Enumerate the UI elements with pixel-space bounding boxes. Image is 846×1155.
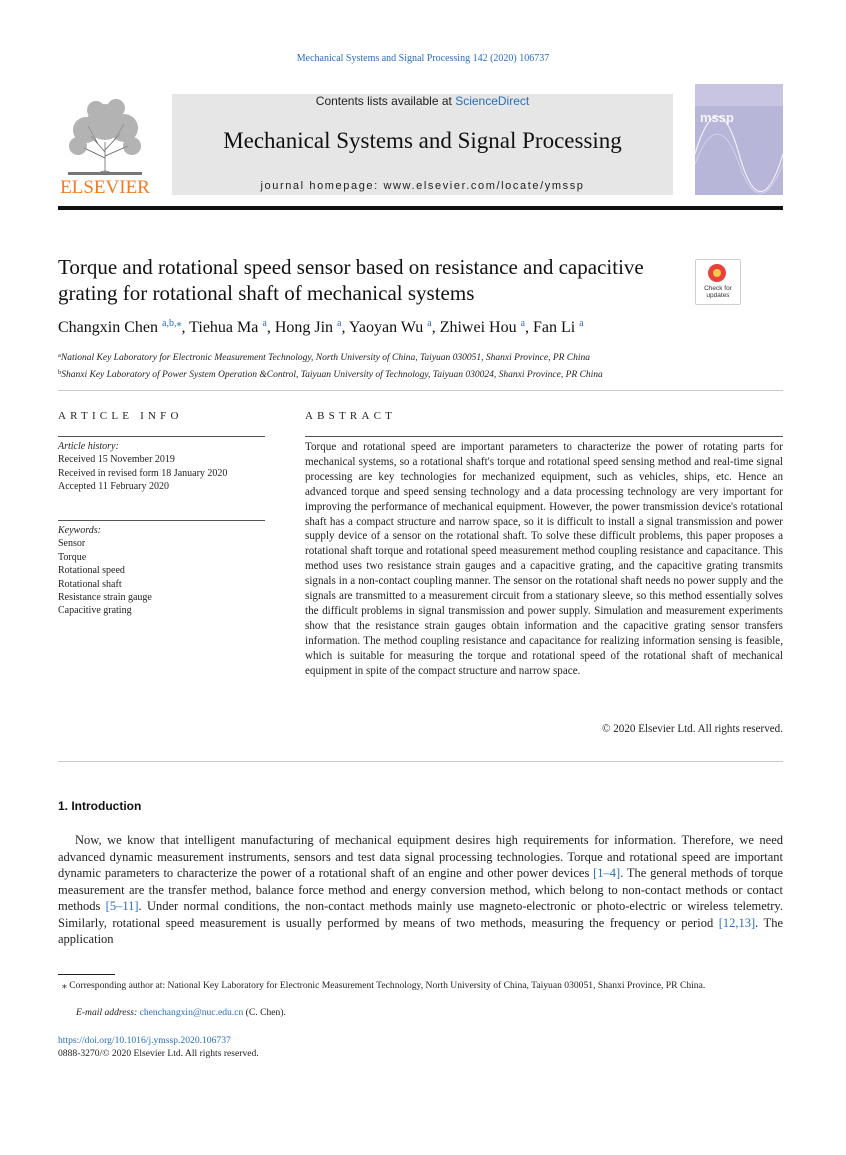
- corresponding-author-footnote: ⁎ Corresponding author at: National Key Laboratory for Electronic Measurement Technology, North University of China, Taiyuan 030051, Shanxi Province, PR China.: [62, 980, 706, 991]
- abstract-heading: ABSTRACT: [305, 410, 397, 422]
- keywords-label: Keywords:: [58, 525, 101, 536]
- affiliation-text: Shanxi Key Laboratory of Power System Operation &Control, Taiyuan University of Technology, Taiyuan 030024, Shanxi Province, PR China: [61, 369, 603, 380]
- article-info-heading: ARTICLE INFO: [58, 410, 183, 422]
- divider: [58, 761, 783, 762]
- author-separator: ,: [266, 319, 275, 336]
- affiliation-marker: a: [58, 352, 61, 359]
- author-affiliation-marker[interactable]: a,b,⁎: [162, 318, 182, 329]
- journal-cover-thumbnail: [695, 84, 783, 195]
- doi-link[interactable]: https://doi.org/10.1016/j.ymssp.2020.106737: [58, 1035, 231, 1046]
- introduction-paragraph: [58, 832, 783, 948]
- author-name[interactable]: Changxin Chen: [58, 319, 158, 336]
- author-separator: ,: [341, 319, 349, 336]
- intro-text-part: Now, we know that intelligent manufacturing of mechanical equipment desires high requirements for information. Therefore, we need advanced dynamic measurement instruments, sensors and test data signal processing technologies. Torque and rotational speed are important dynamic parameters to characterize the power of a rotational shaft of an engine and other power devices: [58, 833, 783, 880]
- journal-title: Mechanical Systems and Signal Processing: [223, 128, 622, 153]
- keywords-block: [58, 524, 152, 618]
- affiliation-item: [58, 349, 603, 366]
- author-name[interactable]: Yaoyan Wu: [348, 319, 424, 336]
- journal-banner: [172, 94, 673, 195]
- email-link[interactable]: chenchangxin@nuc.edu.cn: [139, 1007, 244, 1018]
- cover-wave-graphic: [695, 84, 783, 195]
- keyword-item: Rotational speed: [58, 565, 125, 577]
- sciencedirect-link[interactable]: ScienceDirect: [455, 94, 530, 108]
- email-line: [76, 1007, 286, 1018]
- citation-link[interactable]: [1–4]: [593, 866, 621, 880]
- check-for-updates-button[interactable]: [695, 259, 741, 305]
- affiliation-item: [58, 366, 603, 383]
- history-items: [58, 453, 227, 493]
- email-label: E-mail address:: [76, 1007, 138, 1018]
- author-name[interactable]: Hong Jin: [274, 319, 334, 336]
- intro-text-part: . Under normal conditions, the non-contact methods mainly use magneto-electronic or photo-electric or wireless telemetry. Similarly, rotational speed measurement is usually performed by means of two methods, measuring the frequency or period: [58, 899, 783, 930]
- author-name[interactable]: Tiehua Ma: [189, 319, 259, 336]
- intro-text-part: . The general methods of torque measurement are the transfer method, balance force method and energy conversion method, which belong to non-contact methods or contact methods: [58, 866, 783, 913]
- author-separator: ,: [431, 319, 440, 336]
- divider: [58, 436, 265, 437]
- history-item: Accepted 11 February 2020: [58, 481, 169, 493]
- author-separator: ,: [181, 319, 190, 336]
- keyword-item: Sensor: [58, 538, 86, 550]
- journal-homepage-link[interactable]: journal homepage: www.elsevier.com/locate/ymssp: [260, 180, 585, 192]
- author-affiliation-marker[interactable]: a: [520, 318, 526, 329]
- divider: [58, 520, 265, 521]
- author-affiliation-marker[interactable]: a: [579, 318, 584, 329]
- history-item: Received 15 November 2019: [58, 454, 175, 466]
- affiliation-text: National Key Laboratory for Electronic Measurement Technology, North University of China, Taiyuan 030051, Shanxi Province, PR China: [60, 353, 591, 363]
- keyword-item: Resistance strain gauge: [58, 592, 152, 604]
- section-heading-introduction: 1. Introduction: [58, 799, 142, 813]
- contents-available-line: [172, 94, 673, 108]
- author-affiliation-marker[interactable]: a: [262, 318, 267, 329]
- abstract-copyright: © 2020 Elsevier Ltd. All rights reserved.: [602, 723, 783, 735]
- author-separator: ,: [525, 319, 534, 336]
- divider: [58, 390, 783, 391]
- cover-label: mssp: [700, 110, 734, 125]
- article-title: Torque and rotational speed sensor based on resistance and capacitive grating for rotational shaft of mechanical systems: [58, 255, 644, 305]
- intro-text-part: . The application: [58, 915, 783, 946]
- check-updates-icon: [708, 264, 726, 282]
- author-name[interactable]: Zhiwei Hou: [439, 319, 517, 336]
- affiliation-marker: b: [58, 368, 62, 376]
- article-history: [58, 440, 227, 494]
- history-item: Received in revised form 18 January 2020: [58, 467, 228, 479]
- journal-reference-link[interactable]: Mechanical Systems and Signal Processing 142 (2020) 106737: [296, 53, 550, 64]
- issn-copyright: 0888-3270/© 2020 Elsevier Ltd. All rights reserved.: [58, 1048, 259, 1059]
- citation-link[interactable]: [5–11]: [105, 899, 139, 913]
- author-affiliation-marker[interactable]: a: [427, 318, 432, 329]
- keyword-item: Rotational shaft: [58, 578, 122, 590]
- author-name[interactable]: Fan Li: [533, 319, 576, 336]
- author-list: [58, 318, 584, 337]
- keyword-items: [58, 537, 152, 617]
- keyword-item: Torque: [58, 551, 87, 563]
- email-suffix: (C. Chen).: [243, 1007, 286, 1018]
- check-updates-label: Check for updates: [704, 285, 732, 299]
- author-affiliation-marker[interactable]: a: [337, 318, 342, 329]
- affiliations: [58, 349, 603, 382]
- elsevier-wordmark: ELSEVIER: [60, 177, 150, 198]
- contents-prefix: Contents lists available at: [315, 94, 456, 108]
- footnote-rule: [58, 974, 115, 975]
- header-rule: [58, 206, 783, 210]
- divider: [305, 436, 783, 437]
- citation-link[interactable]: [12,13]: [718, 915, 756, 930]
- abstract-text: Torque and rotational speed are important parameters to characterize the power of rotating parts for mechanical systems, so a rotational shaft's torque and rotational speed sensing method and real-time signal processing are key technologies for mechanized equipment, such as vehicles, ships, etc. Hence an advanced torque and speed sensing technology and a data processing technology are very important for improving the performance of mechanical equipment. However, the power transmission device's rotational shaft has a compact structure and narrow space, so it is difficult to install a signal transmission and power supply device of a sensor on the rotational shaft. To solve these difficult problems, this paper proposes a rotational shaft torque and rotational speed measurement method coupling resistance and capacitance. This method uses two resistance strain gauges and a capacitive grating, and the capacitive grating transmits signals in a non-contact coupling manner. The sensor on the rotational shaft needs no power supply and the signals are transmitted to a measurement circuit from a stationary sleeve, so this method essentially solves the difficult problems in signal transmission and power supply. Simulation and measurement experiments show that the resistance strain gauges obtain information and the capacitive grating sensor transfers information. The method coupling resistance and capacitance for realizing information sensing is feasible, which is suitable for measuring the torque and rotational speed of the rotational shaft of mechanical equipment in spite of the compact structure and narrow space.: [305, 441, 783, 677]
- keyword-item: Capacitive grating: [58, 605, 132, 617]
- history-label: Article history:: [58, 441, 119, 452]
